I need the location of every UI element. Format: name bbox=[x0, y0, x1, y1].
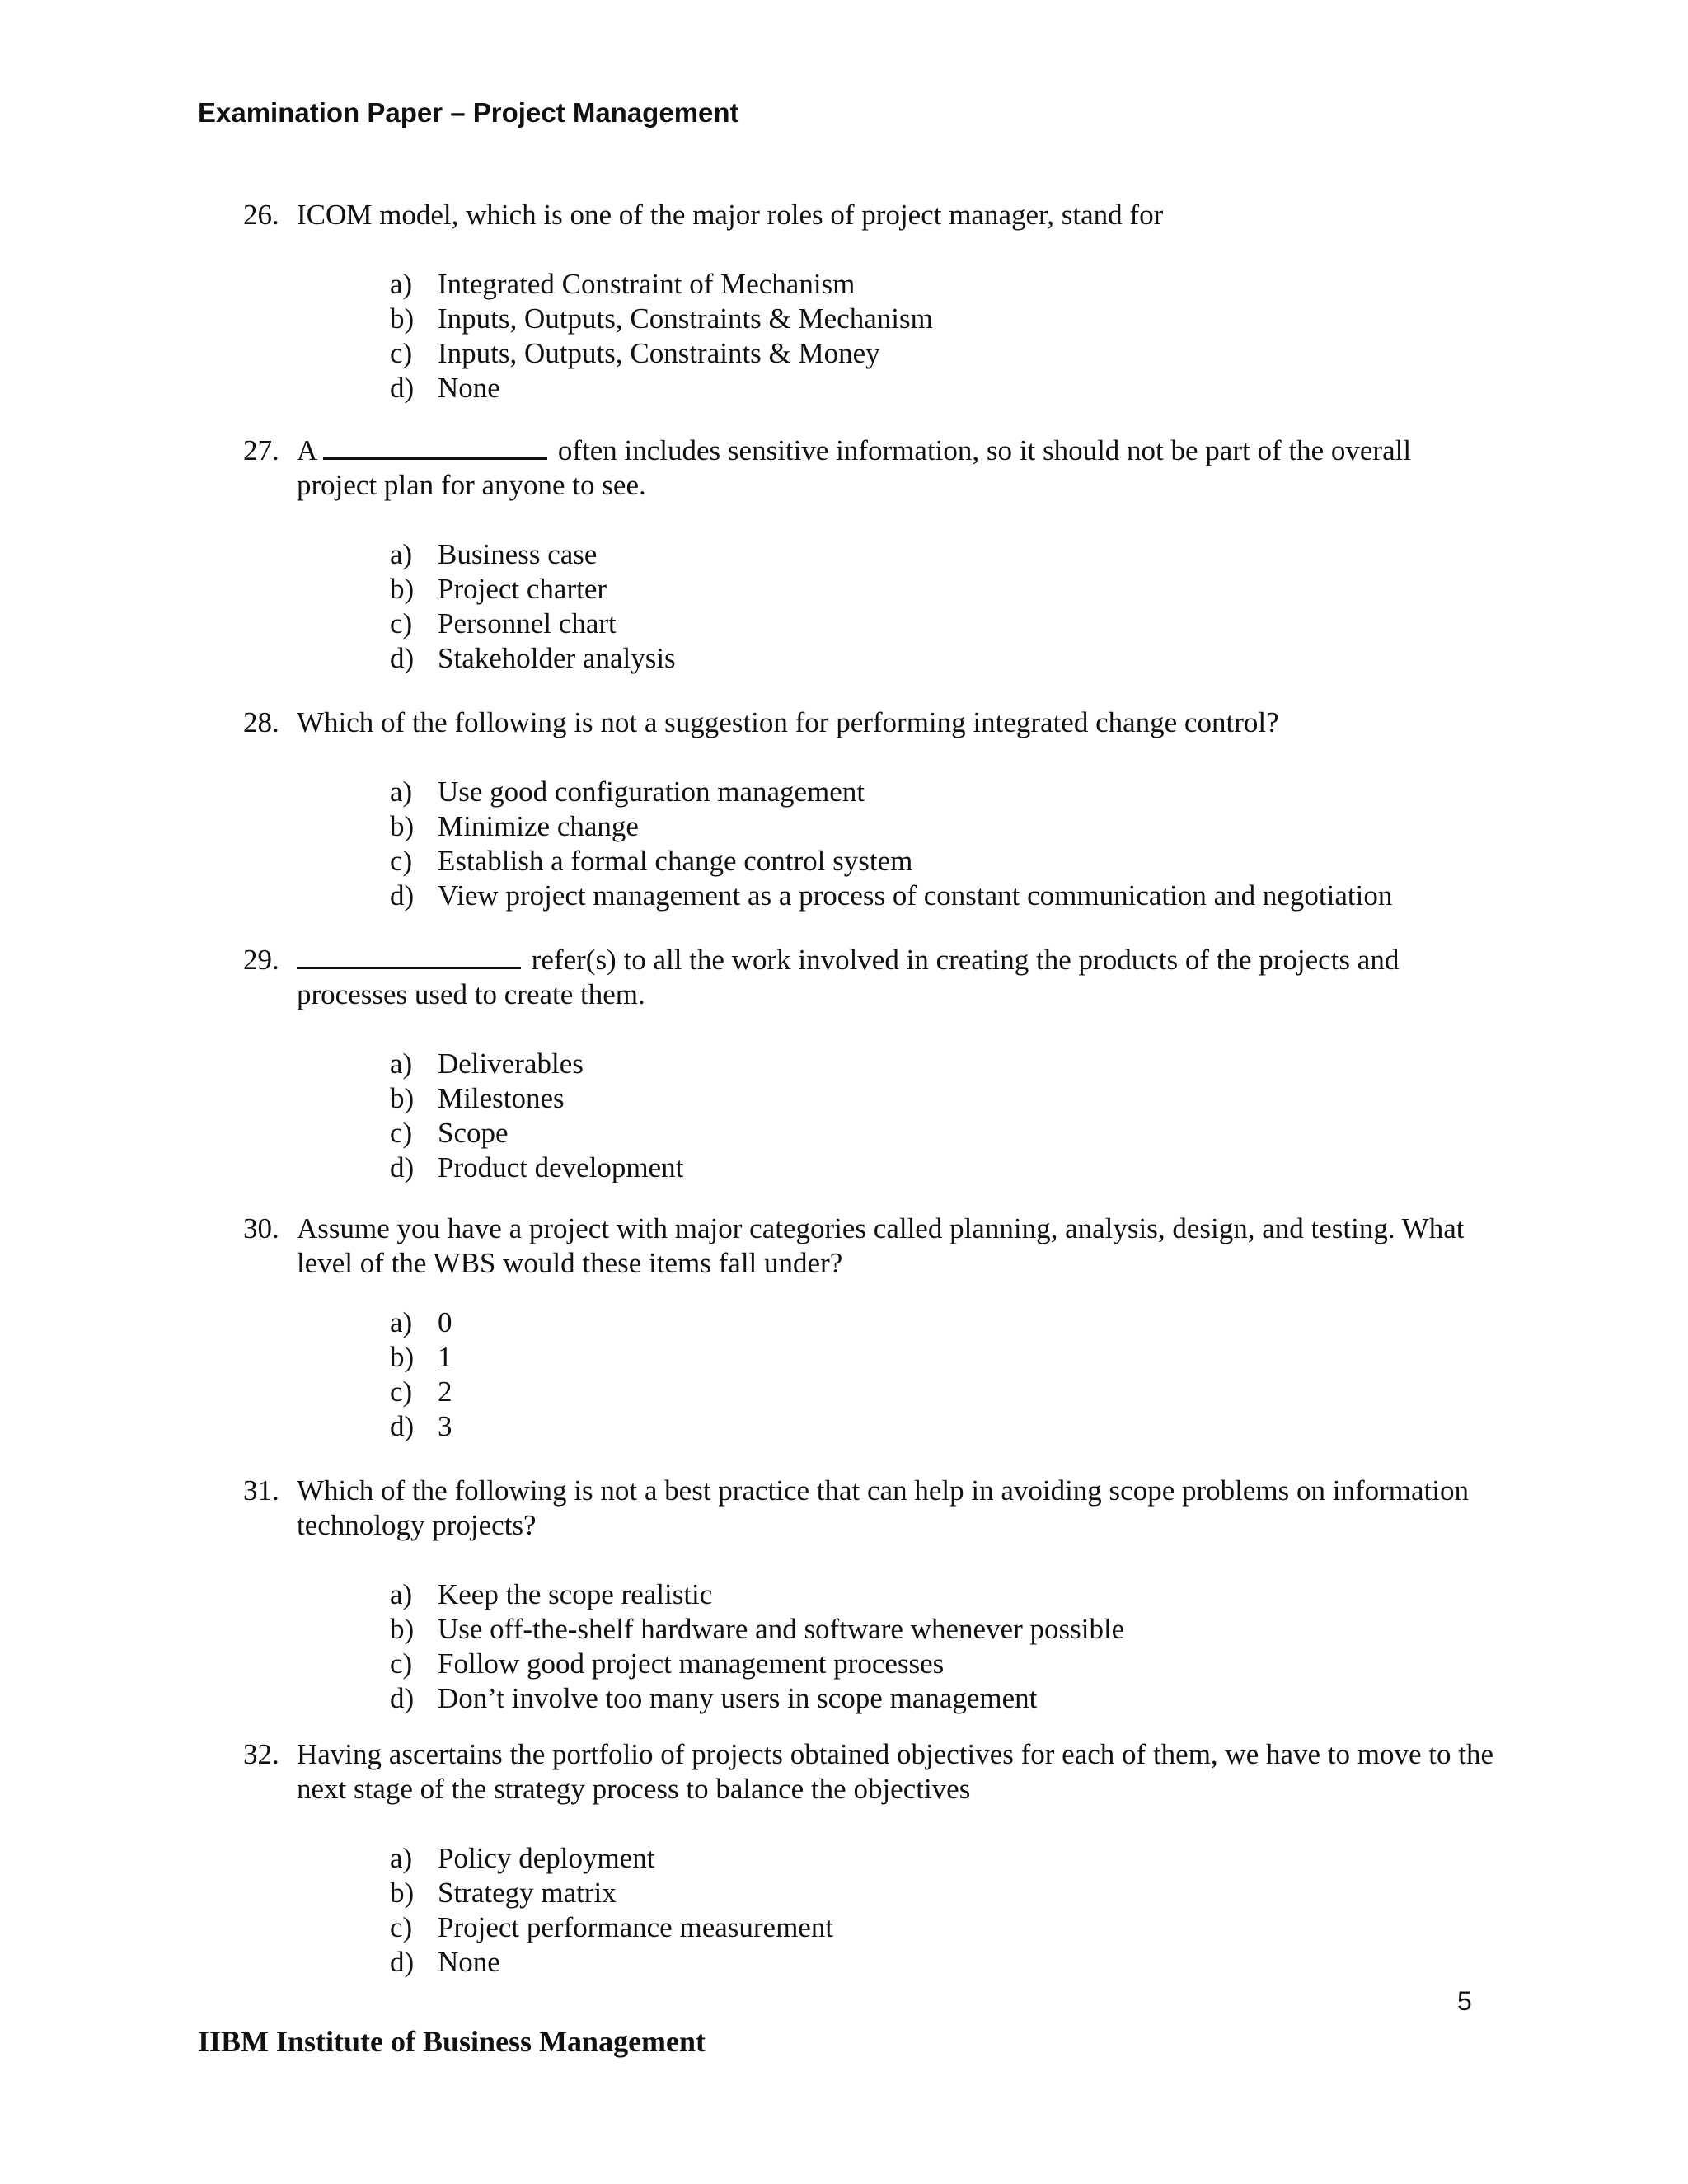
option-a: a) Deliverables bbox=[390, 1047, 584, 1080]
option-b: b) 1 bbox=[390, 1341, 452, 1373]
option-text: Integrated Constraint of Mechanism bbox=[438, 268, 856, 300]
question-text: ICOM model, which is one of the major roles of project manager, stand for bbox=[297, 199, 1164, 231]
question-stem bbox=[243, 1212, 1496, 1281]
option-text: 3 bbox=[438, 1410, 452, 1442]
option-text: 1 bbox=[438, 1341, 452, 1373]
option-text: Use good configuration management bbox=[438, 776, 865, 808]
option-text: Keep the scope realistic bbox=[438, 1578, 713, 1610]
option-d: d) 3 bbox=[390, 1410, 452, 1442]
question-stem bbox=[243, 1474, 1496, 1543]
option-a: a) Use good configuration management bbox=[390, 776, 865, 808]
question-text: Which of the following is not a best practice that can help in avoiding scope problems on information technology projects? bbox=[297, 1474, 1469, 1541]
question-28 bbox=[243, 705, 1496, 913]
option-b: b) Minimize change bbox=[390, 810, 639, 842]
option-text: Follow good project management processes bbox=[438, 1647, 945, 1680]
footer-institution: IIBM Institute of Business Management bbox=[198, 2025, 706, 2058]
question-stem bbox=[243, 943, 1496, 1012]
option-text: Stakeholder analysis bbox=[438, 642, 676, 674]
option-text: Personnel chart bbox=[438, 607, 617, 640]
option-list bbox=[243, 775, 1496, 913]
option-text: Strategy matrix bbox=[438, 1877, 617, 1909]
option-list bbox=[243, 267, 1496, 405]
option-c: c) Inputs, Outputs, Constraints & Money bbox=[390, 337, 880, 369]
question-stem bbox=[243, 434, 1496, 503]
question-number: 29. bbox=[243, 944, 279, 976]
option-text: Establish a formal change control system bbox=[438, 845, 913, 877]
question-text-after: often includes sensitive information, so it should not be part of the overall project plan for anyone to see. bbox=[297, 434, 1412, 501]
answer-blank bbox=[323, 434, 547, 460]
option-c: c) Establish a formal change control system bbox=[390, 845, 913, 877]
option-a: a) Business case bbox=[390, 538, 598, 570]
option-text: 0 bbox=[438, 1306, 452, 1338]
question-text: Having ascertains the portfolio of projects obtained objectives for each of them, we have to move to the next stage of the strategy process to balance the objectives bbox=[297, 1738, 1494, 1805]
option-c: c) 2 bbox=[390, 1376, 452, 1408]
option-list bbox=[243, 1305, 1496, 1444]
question-26 bbox=[243, 198, 1496, 405]
question-text: Which of the following is not a suggestion for performing integrated change control? bbox=[297, 706, 1279, 738]
option-list bbox=[243, 1577, 1496, 1716]
question-stem bbox=[243, 705, 1496, 740]
option-a: a) Policy deployment bbox=[390, 1842, 655, 1874]
option-text: Project charter bbox=[438, 573, 607, 605]
option-c: c) Scope bbox=[390, 1117, 509, 1149]
answer-blank bbox=[297, 944, 521, 969]
option-b: b) Project charter bbox=[390, 573, 607, 605]
option-c: c) Follow good project management processes bbox=[390, 1647, 945, 1680]
option-d: d) None bbox=[390, 1946, 500, 1978]
option-text: Inputs, Outputs, Constraints & Money bbox=[438, 337, 880, 369]
option-d: d) View project management as a process of constant communication and negotiation bbox=[390, 879, 1393, 912]
option-text: Scope bbox=[438, 1117, 509, 1149]
option-text: View project management as a process of constant communication and negotiation bbox=[438, 879, 1393, 912]
option-c: c) Personnel chart bbox=[390, 607, 617, 640]
option-a: a) Integrated Constraint of Mechanism bbox=[390, 268, 856, 300]
question-32 bbox=[243, 1737, 1496, 1980]
option-d: d) Product development bbox=[390, 1151, 684, 1183]
question-number: 32. bbox=[243, 1738, 279, 1770]
page-number: 5 bbox=[1457, 1986, 1472, 2016]
question-29 bbox=[243, 943, 1496, 1185]
option-list bbox=[243, 537, 1496, 676]
option-text: Milestones bbox=[438, 1082, 565, 1114]
option-text: Product development bbox=[438, 1151, 684, 1183]
option-d: d) None bbox=[390, 372, 500, 404]
question-27 bbox=[243, 434, 1496, 676]
question-31 bbox=[243, 1474, 1496, 1716]
question-number: 26. bbox=[243, 199, 279, 231]
option-text: Don’t involve too many users in scope management bbox=[438, 1682, 1038, 1714]
option-text: None bbox=[438, 372, 500, 404]
question-stem bbox=[243, 198, 1496, 232]
option-text: Use off-the-shelf hardware and software whenever possible bbox=[438, 1613, 1125, 1645]
option-a: a) Keep the scope realistic bbox=[390, 1578, 713, 1610]
option-text: Minimize change bbox=[438, 810, 639, 842]
option-text: Inputs, Outputs, Constraints & Mechanism bbox=[438, 302, 933, 335]
question-number: 31. bbox=[243, 1474, 279, 1507]
option-text: Policy deployment bbox=[438, 1842, 655, 1874]
option-list bbox=[243, 1841, 1496, 1980]
question-number: 30. bbox=[243, 1212, 279, 1244]
question-stem bbox=[243, 1737, 1496, 1807]
option-text: None bbox=[438, 1946, 500, 1978]
question-text: Assume you have a project with major categories called planning, analysis, design, and testing. What level of the WBS would these items fall under? bbox=[297, 1212, 1465, 1279]
option-d: d) Stakeholder analysis bbox=[390, 642, 676, 674]
question-text-before: A bbox=[297, 434, 316, 466]
page-header-title: Examination Paper – Project Management bbox=[198, 97, 739, 128]
option-list bbox=[243, 1047, 1496, 1185]
question-text-after: refer(s) to all the work involved in creating the products of the projects and processes used to create them. bbox=[297, 944, 1400, 1010]
option-text: Project performance measurement bbox=[438, 1911, 834, 1943]
option-b: b) Use off-the-shelf hardware and software whenever possible bbox=[390, 1613, 1125, 1645]
option-b: b) Inputs, Outputs, Constraints & Mechanism bbox=[390, 302, 933, 335]
option-b: b) Milestones bbox=[390, 1082, 565, 1114]
question-number: 28. bbox=[243, 706, 279, 738]
option-b: b) Strategy matrix bbox=[390, 1877, 617, 1909]
question-30 bbox=[243, 1212, 1496, 1444]
option-text: Business case bbox=[438, 538, 598, 570]
option-c: c) Project performance measurement bbox=[390, 1911, 834, 1943]
option-d: d) Don’t involve too many users in scope management bbox=[390, 1682, 1038, 1714]
question-number: 27. bbox=[243, 434, 279, 466]
option-a: a) 0 bbox=[390, 1306, 452, 1338]
option-text: Deliverables bbox=[438, 1047, 584, 1080]
option-text: 2 bbox=[438, 1376, 452, 1408]
